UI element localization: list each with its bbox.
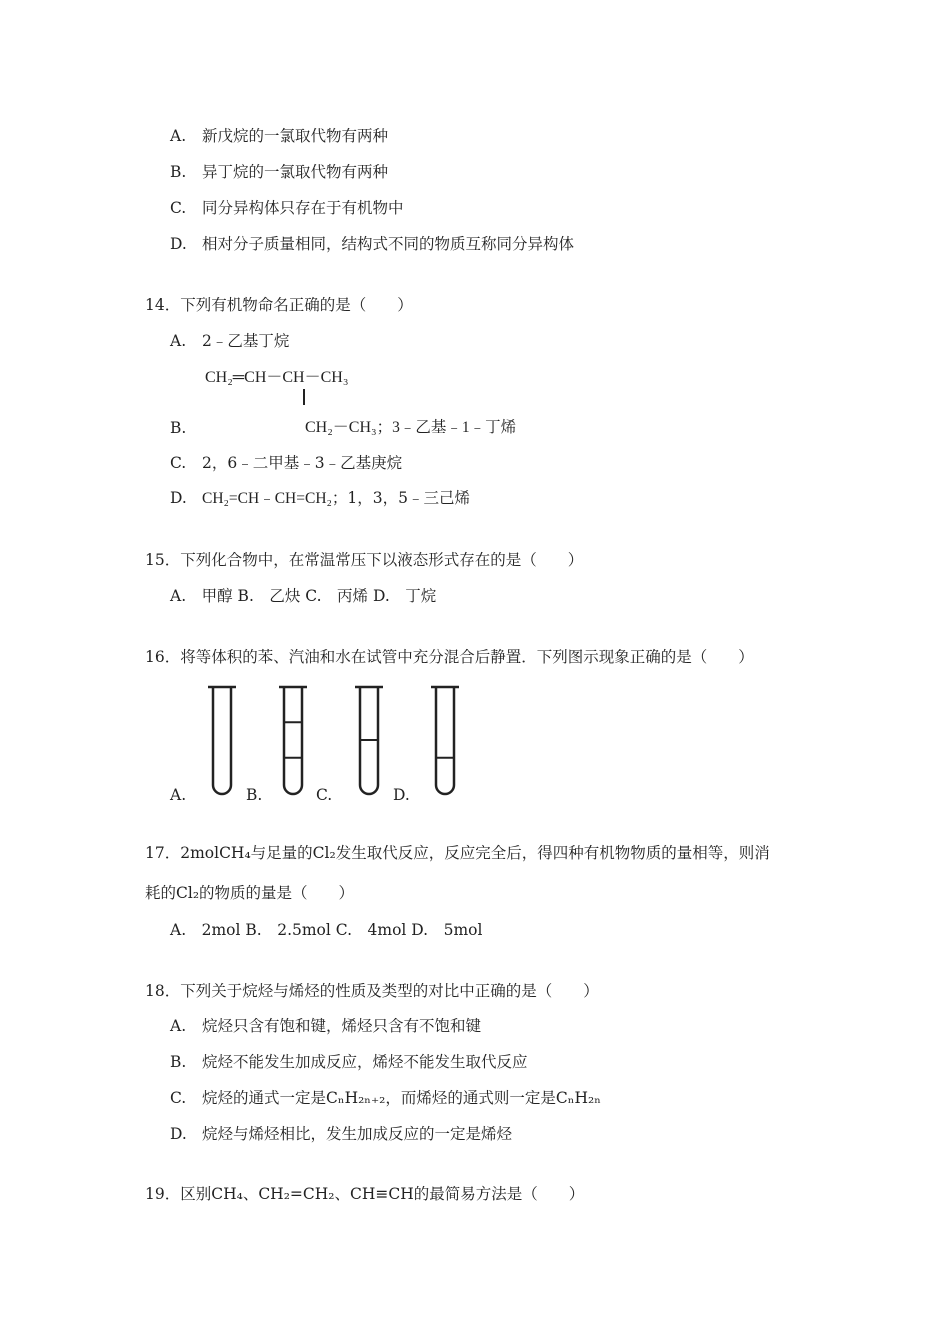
- q17-stem-line2: 耗的Cl₂的物质的量是（ ）: [145, 884, 355, 902]
- option-letter: B.: [170, 1053, 187, 1071]
- option-letter: A.: [170, 1017, 187, 1035]
- option-letter: A.: [170, 127, 187, 145]
- q14-option-b: [170, 418, 202, 438]
- option-text: 同分异构体只存在于有机物中: [202, 199, 404, 217]
- q14-b-formula-bottom: [305, 414, 516, 437]
- option-letter: C.: [170, 1089, 187, 1107]
- q13-option-d: [170, 234, 574, 254]
- q17-options: A. 2mol B. 2.5mol C. 4mol D. 5mol: [170, 921, 483, 939]
- test-tube-b: [276, 685, 310, 801]
- test-tube-c: [352, 685, 386, 801]
- q18-option-b: [170, 1052, 528, 1072]
- option-letter: C.: [170, 454, 187, 472]
- option-letter: B.: [170, 163, 187, 181]
- option-text: 烷烃只含有饱和键，烯烃只含有不饱和键: [202, 1017, 482, 1035]
- option-letter: C.: [170, 199, 187, 217]
- option-letter: D.: [170, 1125, 187, 1143]
- option-text: 相对分子质量相同，结构式不同的物质互称同分异构体: [202, 235, 575, 253]
- test-tube-a: [205, 685, 239, 801]
- q13-option-c: [170, 198, 404, 218]
- option-letter: B.: [170, 419, 187, 437]
- q15-options: A. 甲醇 B. 乙炔 C. 丙烯 D. 丁烷: [170, 587, 437, 605]
- q16-label-a: A.: [170, 786, 187, 804]
- q18-option-c: [170, 1088, 601, 1108]
- q14-b-formula-top: CH₂═CH－CH－CH₃: [205, 369, 349, 386]
- formula-text: CH₂=CH﹣CH=CH₂: [202, 490, 332, 507]
- option-text: 新戊烷的一氯取代物有两种: [202, 127, 389, 145]
- q14-option-a: [170, 331, 289, 351]
- q18-stem: 18．下列关于烷烃与烯烃的性质及类型的对比中正确的是（ ）: [145, 982, 599, 1000]
- option-letter: D.: [170, 489, 187, 507]
- q16-label-c: C.: [316, 786, 333, 804]
- q19-stem: 19．区别CH₄、CH₂=CH₂、CH≡CH的最简易方法是（ ）: [145, 1185, 585, 1203]
- q18-option-d: [170, 1124, 512, 1144]
- option-letter: D.: [170, 235, 187, 253]
- q18-option-a: [170, 1016, 481, 1036]
- option-text: ；1，3，5﹣三己烯: [331, 489, 471, 507]
- formula-text: CH₂－CH₃: [305, 419, 377, 436]
- option-text: 烷烃与烯烃相比，发生加成反应的一定是烯烃: [202, 1125, 513, 1143]
- q13-option-a: [170, 126, 388, 146]
- q14-option-c: [170, 453, 402, 473]
- q17-stem-line1: 17．2molCH₄与足量的Cl₂发生取代反应，反应完全后，得四种有机物物质的量相等，则消: [145, 844, 770, 862]
- option-letter: A.: [170, 332, 187, 350]
- option-text: ；3﹣乙基﹣1﹣丁烯: [376, 419, 517, 436]
- option-text: 烷烃的通式一定是CₙH₂ₙ₊₂，而烯烃的通式则一定是CₙH₂ₙ: [202, 1089, 601, 1107]
- q16-label-d: D.: [393, 786, 410, 804]
- q16-stem: 16．将等体积的苯、汽油和水在试管中充分混合后静置．下列图示现象正确的是（ ）: [145, 648, 754, 666]
- test-tube-d: [428, 685, 462, 801]
- q13-option-b: [170, 162, 388, 182]
- option-text: 异丁烷的一氯取代物有两种: [202, 163, 389, 181]
- q14-b-bond-line: [303, 389, 305, 405]
- q15-stem: 15．下列化合物中，在常温常压下以液态形式存在的是（ ）: [145, 551, 584, 569]
- tube-b-layers: [284, 722, 302, 757]
- option-text: 2，6﹣二甲基﹣3﹣乙基庚烷: [202, 454, 403, 472]
- option-text: 烷烃不能发生加成反应，烯烃不能发生取代反应: [202, 1053, 528, 1071]
- option-text: 2﹣乙基丁烷: [202, 332, 290, 350]
- q16-label-b: B.: [246, 786, 263, 804]
- q14-stem: 14．下列有机物命名正确的是（ ）: [145, 296, 413, 314]
- q14-option-d: [170, 488, 470, 509]
